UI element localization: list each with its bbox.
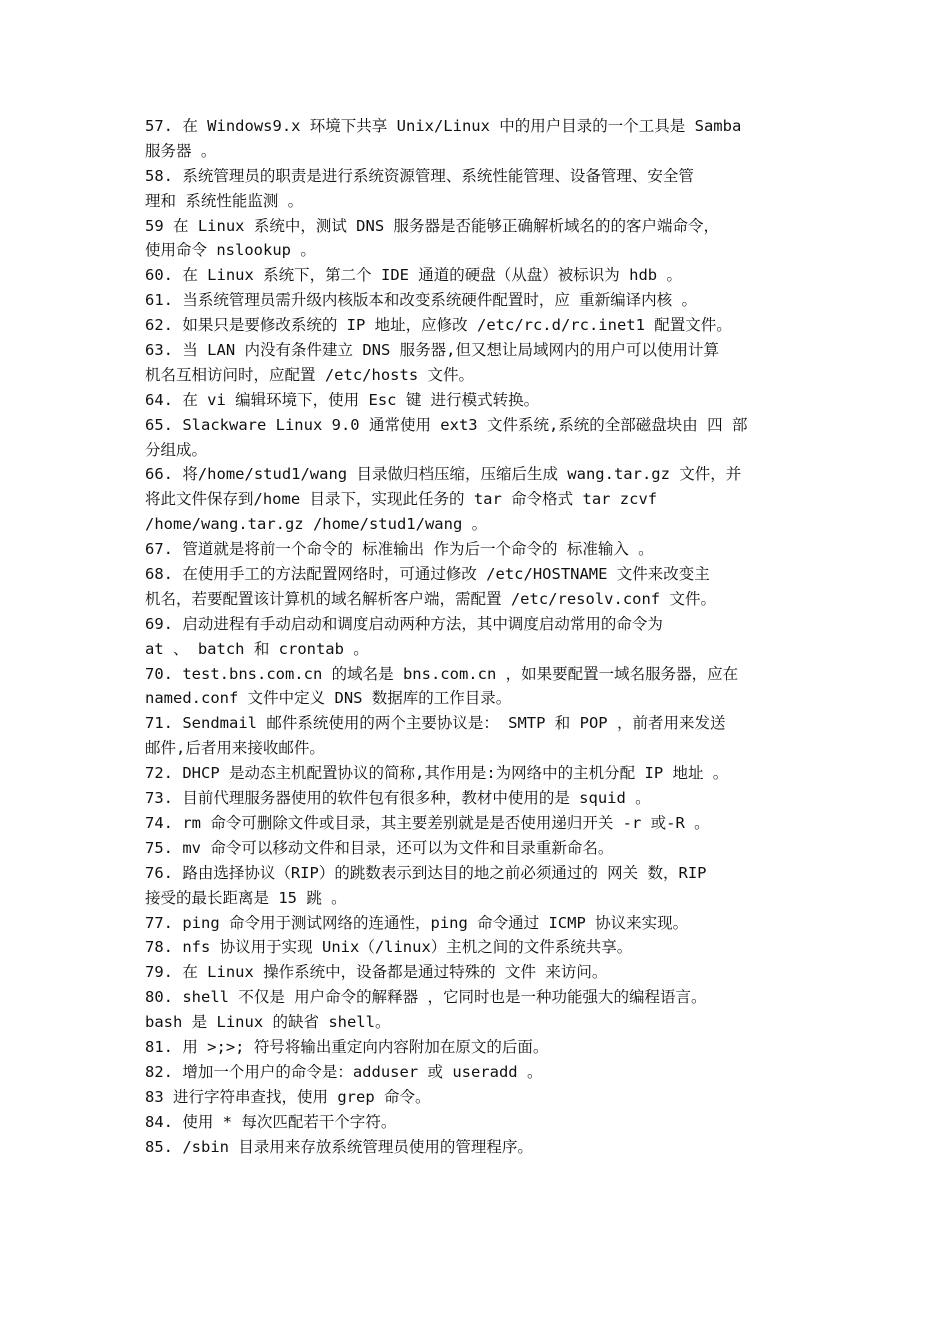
text-line: 84. 使用 * 每次匹配若干个字符。	[145, 1112, 397, 1131]
text-line: named.conf 文件中定义 DNS 数据库的工作目录。	[145, 689, 512, 708]
text-line: 67. 管道就是将前一个命令的 标准输出 作为后一个命令的 标准输入 。	[145, 540, 654, 559]
text-line: 85. /sbin 目录用来存放系统管理员使用的管理程序。	[145, 1137, 533, 1156]
text-line: 76. 路由选择协议（RIP）的跳数表示到达目的地之前必须通过的 网关 数，RIP	[145, 863, 707, 882]
text-line: 79. 在 Linux 操作系统中，设备都是通过特殊的 文件 来访问。	[145, 963, 608, 982]
text-line: 78. nfs 协议用于实现 Unix（/linux）主机之间的文件系统共享。	[145, 938, 633, 957]
text-line: 77. ping 命令用于测试网络的连通性，ping 命令通过 ICMP 协议来实现。	[145, 913, 689, 932]
text-line: 63. 当 LAN 内没有条件建立 DNS 服务器,但又想让局域网内的用户可以使用计算	[145, 341, 719, 360]
text-line: 74. rm 命令可删除文件或目录，其主要差别就是是否使用递归开关 -r 或-R 。	[145, 813, 710, 832]
text-line: 将此文件保存到/home 目录下，实现此任务的 tar 命令格式 tar zcvf	[145, 490, 658, 509]
text-line: 81. 用 >;>; 符号将输出重定向内容附加在原文的后面。	[145, 1037, 549, 1056]
text-line: 接受的最长距离是 15 跳 。	[145, 888, 347, 907]
text-line: 服务器 。	[145, 141, 217, 160]
text-line: 68. 在使用手工的方法配置网络时，可通过修改 /etc/HOSTNAME 文件来改变主	[145, 565, 710, 584]
text-line: 75. mv 命令可以移动文件和目录，还可以为文件和目录重新命名。	[145, 838, 614, 857]
text-line: 83 进行字符串查找，使用 grep 命令。	[145, 1087, 431, 1106]
text-line: 机名互相访问时，应配置 /etc/hosts 文件。	[145, 365, 474, 384]
document-body	[145, 114, 813, 1159]
text-line: 64. 在 vi 编辑环境下，使用 Esc 键 进行模式转换。	[145, 390, 540, 409]
text-line: 61. 当系统管理员需升级内核版本和改变系统硬件配置时，应 重新编译内核 。	[145, 291, 697, 310]
text-line: 66. 将/home/stud1/wang 目录做归档压缩，压缩后生成 wang.tar.gz 文件，并	[145, 465, 742, 484]
text-line: 60. 在 Linux 系统下，第二个 IDE 通道的硬盘（从盘）被标识为 hdb 。	[145, 266, 682, 285]
text-line: 机名，若要配置该计算机的域名解析客户端，需配置 /etc/resolv.conf 文件。	[145, 589, 716, 608]
text-line: 58. 系统管理员的职责是进行系统资源管理、系统性能管理、设备管理、安全管	[145, 166, 694, 185]
text-line: 82. 增加一个用户的命令是：adduser 或 useradd 。	[145, 1062, 543, 1081]
text-line: 62. 如果只是要修改系统的 IP 地址，应修改 /etc/rc.d/rc.inet1 配置文件。	[145, 316, 732, 335]
text-line: bash 是 Linux 的缺省 shell。	[145, 1013, 391, 1032]
text-line: 71. Sendmail 邮件系统使用的两个主要协议是： SMTP 和 POP ，前者用来发送	[145, 714, 726, 733]
text-line: 80. shell 不仅是 用户命令的解释器 ，它同时也是一种功能强大的编程语言。	[145, 988, 707, 1007]
text-line: 69. 启动进程有手动启动和调度启动两种方法，其中调度启动常用的命令为	[145, 614, 663, 633]
text-line: 73. 目前代理服务器使用的软件包有很多种，教材中使用的是 squid 。	[145, 789, 651, 808]
text-line: 70. test.bns.com.cn 的域名是 bns.com.cn ，如果要配置一域名服务器，应在	[145, 664, 739, 683]
text-line: 邮件,后者用来接收邮件。	[145, 739, 325, 758]
text-line: 使用命令 nslookup 。	[145, 241, 316, 260]
text-line: 57. 在 Windows9.x 环境下共享 Unix/Linux 中的用户目录的一个工具是 Samba	[145, 117, 742, 135]
text-line: /home/wang.tar.gz /home/stud1/wang 。	[145, 515, 488, 534]
text-line: 65. Slackware Linux 9.0 通常使用 ext3 文件系统,系统的全部磁盘块由 四 部	[145, 415, 748, 434]
text-line: 59 在 Linux 系统中，测试 DNS 服务器是否能够正确解析域名的的客户端命令，	[145, 216, 719, 235]
text-line: 理和 系统性能监测 。	[145, 191, 304, 210]
text-line: 分组成。	[145, 440, 208, 459]
text-line: 72. DHCP 是动态主机配置协议的简称,其作用是:为网络中的主机分配 IP 地址 。	[145, 764, 729, 783]
text-line: at 、 batch 和 crontab 。	[145, 639, 369, 658]
